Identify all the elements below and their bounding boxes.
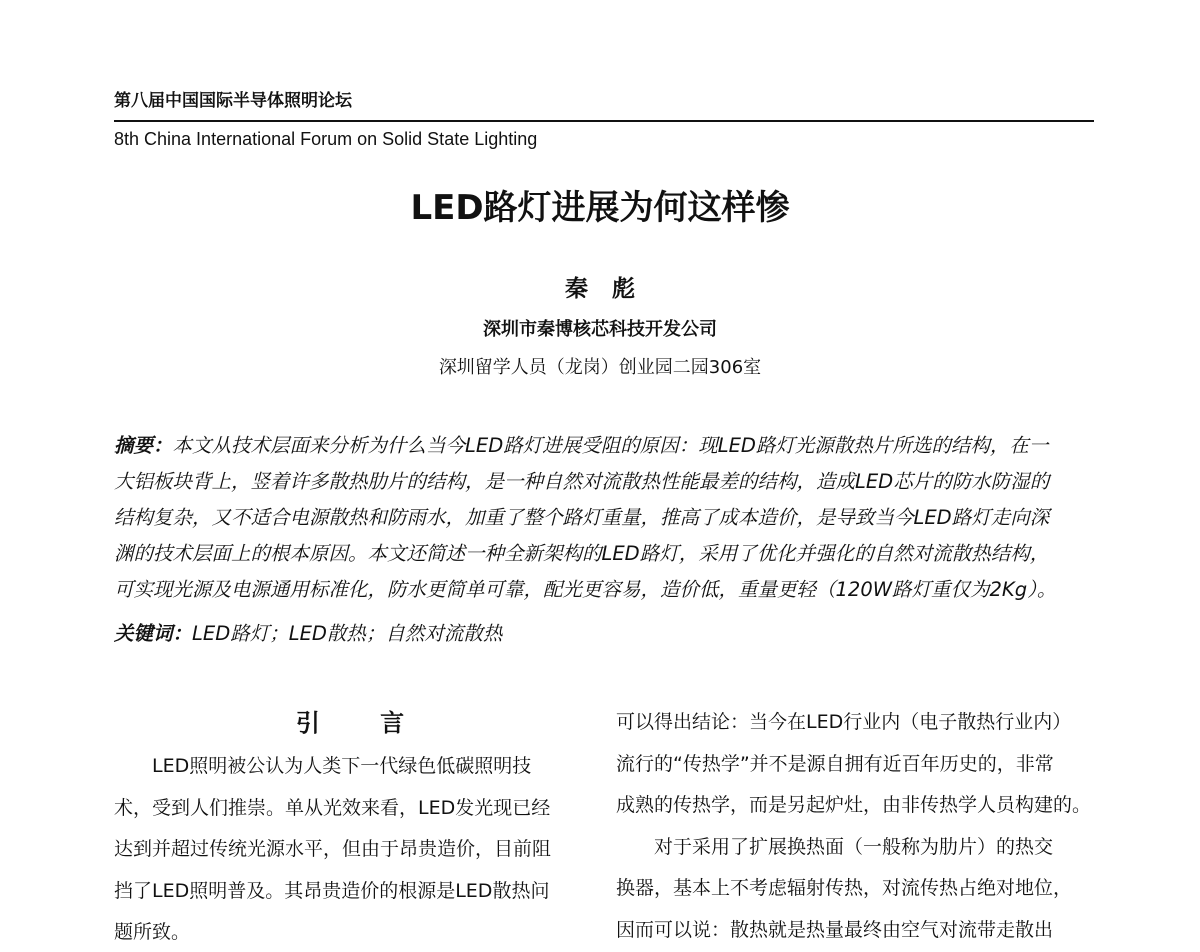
author-affiliation: 深圳市秦博核芯科技开发公司 bbox=[483, 319, 717, 340]
header-rule bbox=[114, 120, 1094, 122]
keywords bbox=[114, 620, 1094, 648]
left-body-line: 题所致。 bbox=[114, 921, 191, 943]
keywords-label: 关键词： bbox=[114, 622, 193, 645]
right-body-line: 流行的“传热学”并不是源自拥有近百年历史的，非常 bbox=[616, 752, 1054, 775]
abstract-line: 可实现光源及电源通用标准化，防水更简单可靠，配光更容易，造价低，重量更轻（120W路灯重仅为2Kg）。 bbox=[114, 578, 1057, 601]
left-body-line: 达到并超过传统光源水平，但由于昂贵造价，目前阻 bbox=[114, 838, 552, 860]
abstract-line: 渊的技术层面上的根本原因。本文还简述一种全新架构的LED路灯，采用了优化并强化的自然对流散热结构， bbox=[114, 542, 1050, 565]
right-body-line: 对于采用了扩展换热面（一般称为肋片）的热交 bbox=[654, 835, 1054, 858]
author-name: 秦 彪 bbox=[564, 276, 643, 302]
keywords-text: LED路灯；LED散热；自然对流散热 bbox=[192, 622, 503, 645]
running-header bbox=[114, 88, 1094, 149]
abstract-label: 摘要： bbox=[114, 434, 173, 457]
abstract bbox=[114, 428, 1094, 608]
left-column bbox=[114, 700, 586, 952]
right-body-line: 因而可以说：散热就是热量最终由空气对流带走散出 bbox=[616, 918, 1054, 941]
section-heading-introduction: 引 言 bbox=[295, 709, 431, 737]
abstract-text-1: 本文从技术层面来分析为什么当今LED路灯进展受阻的原因：现LED路灯光源散热片所选的结构，在一 bbox=[172, 434, 1049, 457]
left-body-line: 术，受到人们推崇。单从光效来看，LED发光现已经 bbox=[114, 796, 551, 819]
abstract-line: 大铝板块背上，竖着许多散热肋片的结构，是一种自然对流散热性能最差的结构，造成LED芯片的防水防湿的 bbox=[114, 470, 1050, 493]
paper-title: LED路灯进展为何这样惨 bbox=[410, 188, 790, 228]
author-address: 深圳留学人员（龙岗）创业园二园306室 bbox=[438, 357, 762, 378]
right-body-line: 换器，基本上不考虑辐射传热，对流传热占绝对地位， bbox=[616, 877, 1073, 899]
left-body-line: LED照明被公认为人类下一代绿色低碳照明技 bbox=[152, 755, 532, 777]
right-column bbox=[616, 702, 1094, 951]
right-body-line: 成熟的传热学，而是另起炉灶，由非传热学人员构建的。 bbox=[616, 794, 1092, 816]
running-header-chinese: 第八届中国国际半导体照明论坛 bbox=[114, 91, 352, 111]
right-body-line: 可以得出结论：当今在LED行业内（电子散热行业内） bbox=[616, 711, 1072, 733]
left-body-line: 挡了LED照明普及。其昂贵造价的根源是LED散热问 bbox=[114, 879, 550, 902]
abstract-line: 结构复杂，又不适合电源散热和防雨水，加重了整个路灯重量，推高了成本造价，是导致当今LED路灯走向深 bbox=[114, 506, 1050, 529]
abstract-line bbox=[114, 428, 1094, 464]
running-header-english: 8th China International Forum on Solid State Lighting bbox=[114, 129, 538, 149]
